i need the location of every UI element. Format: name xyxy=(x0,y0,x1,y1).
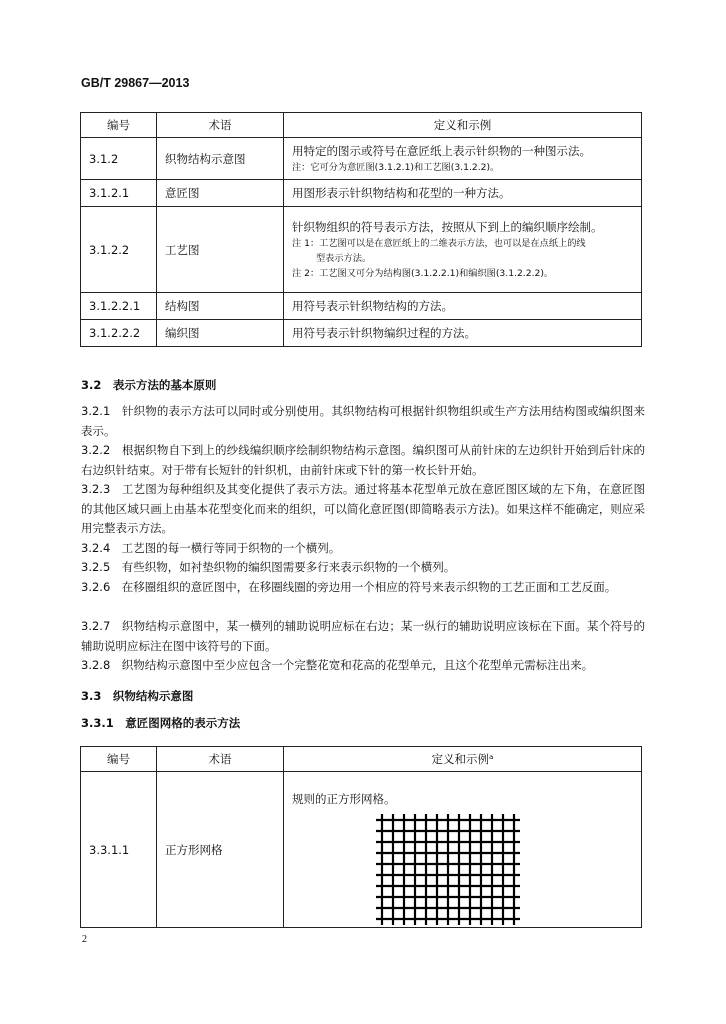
standard-code: GB/T 29867—2013 xyxy=(81,76,190,90)
row-definition xyxy=(284,138,642,180)
row-definition xyxy=(284,207,642,293)
table-row xyxy=(81,772,642,928)
row-term: 正方形网格 xyxy=(157,772,284,928)
definition-text: 用特定的图示或符号在意匠纸上表示针织物的一种图示法。 xyxy=(292,144,591,158)
row-definition: 用图形表示针织物结构和花型的一种方法。 xyxy=(284,180,642,207)
note-text: 注 1：工艺图可以是在意匠纸上的二维表示方法，也可以是在点纸上的线 xyxy=(292,238,586,249)
table-header-row xyxy=(81,747,642,772)
row-number: 3.1.2.2.1 xyxy=(81,293,157,320)
row-term: 意匠图 xyxy=(157,180,284,207)
paragraph-3-2-3: 3.2.3 工艺图为每种组织及其变化提供了表示方法。通过将基本花型单元放在意匠图区域的左下角，在意匠图的其他区域只画上由基本花型变化而来的组织，可以简化意匠图(即简略表示方法)。如果这样不能确定，则应采用完整表示方法。 xyxy=(81,482,645,536)
note-text: 注：它可分为意匠图(3.1.2.1)和工艺图(3.1.2.2)。 xyxy=(292,162,500,173)
table-row xyxy=(81,293,642,320)
row-number: 3.1.2.1 xyxy=(81,180,157,207)
row-definition xyxy=(284,772,642,928)
definition-text: 规则的正方形网格。 xyxy=(292,792,396,806)
paragraph-3-2-2: 3.2.2 根据织物自下到上的纱线编织顺序绘制织物结构示意图。编织图可从前针床的左边织针开始到后针床的右边织针结束。对于带有长短针的针织机，由前针床或下针的第一枚长针开始。 xyxy=(81,443,645,477)
table-header-row xyxy=(81,113,642,138)
paragraph-3-2-8: 3.2.8 织物结构示意图中至少应包含一个完整花宽和花高的花型单元，且这个花型单元需标注出来。 xyxy=(81,658,594,672)
row-term: 编织图 xyxy=(157,320,284,347)
row-number: 3.1.2.2.2 xyxy=(81,320,157,347)
table-row xyxy=(81,207,642,293)
paragraph-3-2-6: 3.2.6 在移圈组织的意匠图中，在移圈线圈的旁边用一个相应的符号来表示织物的工艺正面和工艺反面。 xyxy=(81,580,617,594)
page-number: 2 xyxy=(82,934,87,945)
definition-text: 针织物组织的符号表示方法，按照从下到上的编织顺序绘制。 xyxy=(292,220,603,234)
row-term: 织物结构示意图 xyxy=(157,138,284,180)
col-header-definition: 定义和示例 xyxy=(284,113,642,138)
square-grid-illustration xyxy=(376,814,520,925)
col-header-term: 术语 xyxy=(157,747,284,772)
paragraph-3-2-1: 3.2.1 针织物的表示方法可以同时或分别使用。其织物结构可根据针织物组织或生产方法用结构图或编织图来表示。 xyxy=(81,404,645,438)
row-number: 3.1.2.2 xyxy=(81,207,157,293)
table-row xyxy=(81,180,642,207)
paragraph-3-2-5: 3.2.5 有些织物，如衬垫织物的编织图需要多行来表示织物的一个横列。 xyxy=(81,560,456,574)
note-text: 注 2：工艺图又可分为结构图(3.1.2.2.1)和编织图(3.1.2.2.2)。 xyxy=(292,268,554,279)
row-number: 3.1.2 xyxy=(81,138,157,180)
section-heading-3-3-1: 3.3.1 意匠图网格的表示方法 xyxy=(81,716,241,730)
terms-table-2 xyxy=(80,746,642,928)
terms-table-1 xyxy=(80,112,642,347)
section-heading-3-2: 3.2 表示方法的基本原则 xyxy=(81,378,217,392)
col-header-number: 编号 xyxy=(81,747,157,772)
note-text: 型表示方法。 xyxy=(316,253,372,264)
table-row xyxy=(81,320,642,347)
col-header-term: 术语 xyxy=(157,113,284,138)
table-row xyxy=(81,138,642,180)
col-header-number: 编号 xyxy=(81,113,157,138)
row-definition: 用符号表示针织物编织过程的方法。 xyxy=(284,320,642,347)
row-definition: 用符号表示针织物结构的方法。 xyxy=(284,293,642,320)
row-number: 3.3.1.1 xyxy=(81,772,157,928)
paragraph-3-2-7: 3.2.7 织物结构示意图中，某一横列的辅助说明应标在右边；某一纵行的辅助说明应该标在下面。某个符号的辅助说明应标注在图中该符号的下面。 xyxy=(81,619,645,653)
row-term: 工艺图 xyxy=(157,207,284,293)
paragraph-3-2-4: 3.2.4 工艺图的每一横行等同于织物的一个横列。 xyxy=(81,541,341,555)
section-heading-3-3: 3.3 织物结构示意图 xyxy=(81,689,194,703)
row-term: 结构图 xyxy=(157,293,284,320)
col-header-definition: 定义和示例ᵃ xyxy=(284,747,642,772)
